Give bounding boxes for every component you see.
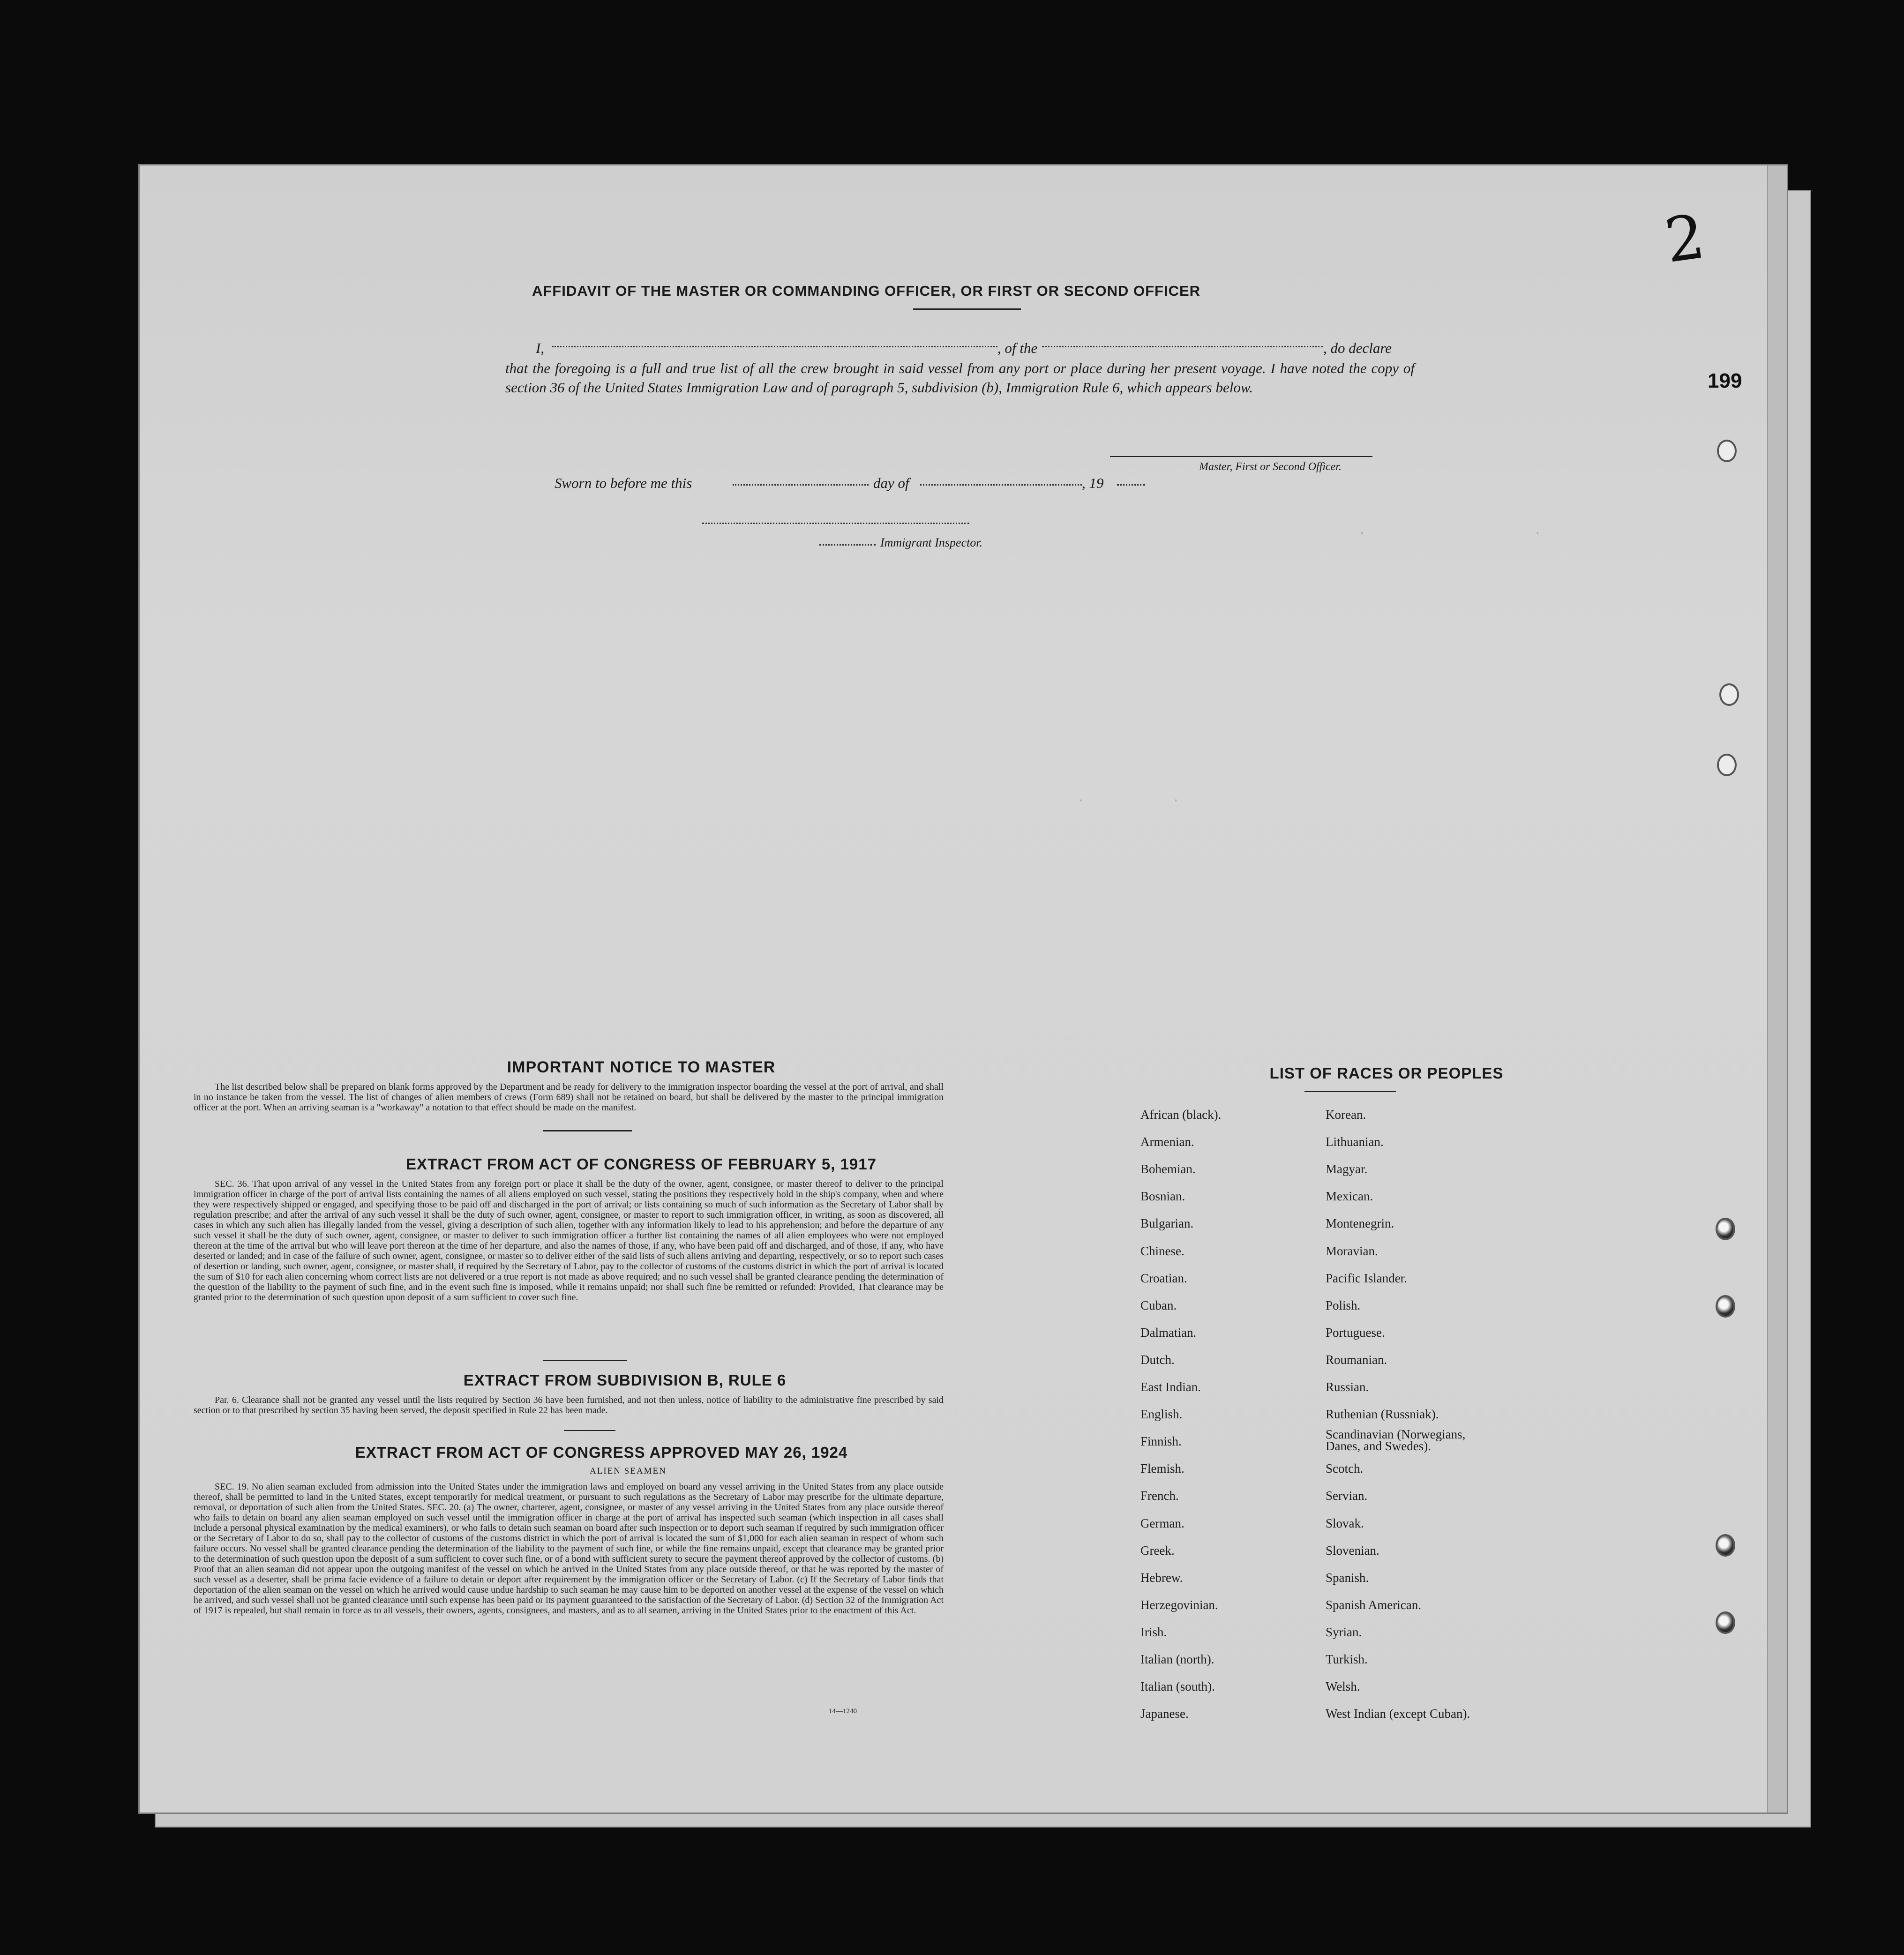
race-item: Portuguese.	[1326, 1325, 1385, 1340]
race-item: Scandinavian (Norwegians, Danes, and Swedes).	[1326, 1427, 1466, 1453]
race-item: Mexican.	[1326, 1189, 1373, 1204]
race-item: Roumanian.	[1326, 1352, 1387, 1367]
race-item: Herzegovinian.	[1140, 1597, 1218, 1612]
page-number: 199	[1708, 369, 1742, 392]
race-item: Turkish.	[1326, 1652, 1368, 1666]
affidavit-i-label: I,	[536, 340, 545, 356]
race-item: Bosnian.	[1140, 1189, 1185, 1204]
extract-rule6-title: EXTRACT FROM SUBDIVISION B, RULE 6	[463, 1371, 787, 1389]
binder-hole	[1716, 1534, 1735, 1557]
divider	[543, 1130, 632, 1131]
inspector-signature-blank[interactable]	[702, 523, 969, 524]
race-item: French.	[1140, 1489, 1179, 1503]
notice-text: The list described below shall be prepared on blank forms approved by the Department and be ready for delivery to the immigration inspector boarding the vessel at the port of arrival, and shall in no instance be taken from the vessel. The list of changes of alien members of crews (Form 689) shall not be retained on board, but shall be delivered by the master to the principal immigration officer at the port. When an arriving seaman is a "workaway" a notation to that effect should be made on the manifest.	[194, 1082, 944, 1113]
extract-1917-text: SEC. 36. That upon arrival of any vessel in the United States from any foreign port or place it shall be the duty of the owner, agent, consignee, or master thereof to deliver to the principal immigration officer in charge of the port of arrival lists containing the names of all aliens employed on such vessel, stating the positions they respectively hold in the ship's company, when and where they were respectively shipped or engaged, and specifying those to be paid off and discharged in the port of arrival; or lists containing so much of such information as the Secretary of Labor shall by regulation prescribe; and after the arrival of any such vessel it shall be the duty of such owner, agent, consignee, or master to report to such immigration officer, in writing, as soon as discovered, all cases in which any such alien has illegally landed from the vessel, giving a description of such alien, together with any information likely to lead to his apprehension; and before the departure of any such vessel it shall be the duty of such owner, agent, consignee, or master to deliver to such immigration officer a further list containing the names of all alien employees who were not employed thereon at the time of the arrival but who will leave port thereon at the time of her departure, and also the names of those, if any, who have been paid off and discharged, and of those, if any, who have deserted or landed; and in case of the failure of such owner, agent, consignee, or master so to deliver either of the said lists of such aliens arriving and departing, respectively, or so to report such cases of desertion or landing, such owner, agent, consignee, or master shall, if required by the Secretary of Labor, pay to the collector of customs of the customs district in which the port of arrival is located the sum of $10 for each alien concerning whom correct lists are not delivered or a true report is not made as above required; and no such vessel shall be granted clearance pending the determination of the question of the liability to the payment of such fine, and in the event such fine is imposed, while it remains unpaid; nor shall such fine be remitted or refunded: Provided, That clearance may be granted prior to the determination of such question upon deposit of a sum sufficient to cover such fine.	[194, 1179, 944, 1303]
race-item: East Indian.	[1140, 1380, 1201, 1394]
race-item: Syrian.	[1326, 1625, 1362, 1639]
race-item: Japanese.	[1140, 1707, 1189, 1721]
bleed-through-text: · ·	[1358, 526, 1542, 540]
race-item: Servian.	[1326, 1489, 1368, 1503]
race-item: Spanish American.	[1326, 1597, 1421, 1612]
affidavit-title: AFFIDAVIT OF THE MASTER OR COMMANDING OFFICER, OR FIRST OR SECOND OFFICER	[532, 283, 1201, 299]
extract-1924-text: SEC. 19. No alien seaman excluded from admission into the United States under the immigration laws and employed on board any vessel arriving in the United States from any place outside thereof, shall be permitted to land in the United States, except temporarily for medical treatment, or pursuant to such regulations as the Secretary of Labor may prescribe for the ultimate departure, removal, or deportation of such alien from the United States. SEC. 20. (a) The owner, charterer, agent, consignee, or master of any vessel arriving in the United States from any place outside thereof who fails to detain on board any alien seaman employed on such vessel until the immigration officer in charge at the port of arrival has inspected such seaman (which inspection in all cases shall include a personal physical examination by the medical examiners), or who fails to detain such seaman on board after such inspection or to deport such seaman if required by such immigration officer or the Secretary of Labor to do so, shall pay to the collector of customs of the customs district in which the port of arrival is located the sum of $1,000 for each alien seaman in respect of whom such failure occurs. No vessel shall be granted clearance pending the determination of the liability to the payment of such fine, or while the fine remains unpaid, except that clearance may be granted prior to the determination of such question upon the deposit of a sum sufficient to cover such fine, or of a bond with sufficient surety to secure the payment thereof approved by the collector of customs. (b) Proof that an alien seaman did not appear upon the outgoing manifest of the vessel on which he arrived in the United States from any place outside thereof, or that he was reported by the master of such vessel as a deserter, shall be prima facie evidence of a failure to detain or deport after requirement by the immigration officer or the Secretary of Labor. (c) If the Secretary of Labor finds that deportation of the alien seaman on the vessel on which he arrived would cause undue hardship to such seaman he may cause him to be deported on another vessel at the expense of the vessel on which he arrived, and such vessel shall not be granted clearance until such expense has been paid or its payment guaranteed to the satisfaction of the Secretary of Labor. (d) Section 32 of the Immigration Act of 1917 is repealed, but shall remain in force as to all vessels, their owners, agents, consignees, and masters, and as to all seamen, arriving in the United States prior to the enactment of this Act.	[194, 1482, 944, 1616]
affidavit-body: that the foregoing is a full and true list of all the crew brought in said vessel from any port or place during her present voyage. I have noted the copy of section 36 of the United States Immigration Law and of paragraph 5, subdivision (b), Immigration Rule 6, which appears below.	[505, 360, 1415, 396]
race-item: Flemish.	[1140, 1461, 1184, 1476]
race-item: Bohemian.	[1140, 1162, 1196, 1176]
race-item: Scotch.	[1326, 1461, 1364, 1476]
race-item: Montenegrin.	[1326, 1216, 1394, 1231]
inspector-label: Immigrant Inspector.	[880, 536, 983, 549]
race-item: Lithuanian.	[1326, 1135, 1384, 1149]
binder-hole	[1716, 1218, 1735, 1240]
race-item: Dalmatian.	[1140, 1325, 1197, 1340]
affidavit-of-the-label: , of the	[997, 340, 1038, 356]
race-item: Spanish.	[1326, 1570, 1369, 1585]
binder-hole	[1716, 1611, 1735, 1634]
binder-hole	[1717, 754, 1737, 776]
race-item: Greek.	[1140, 1543, 1175, 1558]
race-item: African (black).	[1140, 1108, 1222, 1122]
master-signature-label: Master, First or Second Officer.	[1199, 461, 1342, 473]
divider	[564, 1430, 615, 1431]
year-label: , 19	[1082, 475, 1104, 491]
extract-1924-subtitle: ALIEN SEAMEN	[590, 1466, 667, 1476]
divider	[543, 1360, 627, 1361]
race-item: German.	[1140, 1516, 1184, 1530]
race-item: Irish.	[1140, 1625, 1167, 1639]
name-blank[interactable]	[552, 346, 997, 347]
race-item: Slovak.	[1326, 1516, 1364, 1530]
extract-1917-title: EXTRACT FROM ACT OF CONGRESS OF FEBRUARY 5, 1917	[406, 1155, 877, 1173]
binder-hole	[1719, 683, 1739, 706]
document-page	[138, 164, 1788, 1814]
race-item: Italian (south).	[1140, 1679, 1215, 1694]
bleed-through-text: · ·	[1077, 794, 1180, 808]
year-blank[interactable]	[1117, 484, 1145, 486]
race-item: Magyar.	[1326, 1162, 1368, 1176]
race-item: Chinese.	[1140, 1243, 1184, 1258]
day-blank[interactable]	[733, 484, 869, 486]
race-item: Moravian.	[1326, 1243, 1378, 1258]
race-item: Pacific Islander.	[1326, 1271, 1407, 1285]
page-edge	[1767, 165, 1787, 1813]
race-item: Italian (north).	[1140, 1652, 1214, 1666]
race-item: Ruthenian (Russniak).	[1326, 1407, 1439, 1422]
day-of-label: day of	[873, 475, 909, 491]
handwritten-mark: 2	[1660, 200, 1709, 277]
divider	[913, 308, 1021, 310]
extract-1924-title: EXTRACT FROM ACT OF CONGRESS APPROVED MAY 26, 1924	[355, 1444, 848, 1461]
race-item: West Indian (except Cuban).	[1326, 1707, 1470, 1721]
races-title: LIST OF RACES OR PEOPLES	[1269, 1064, 1504, 1082]
race-item: Dutch.	[1140, 1352, 1175, 1367]
race-item: Cuban.	[1140, 1298, 1177, 1312]
race-item: Armenian.	[1140, 1135, 1194, 1149]
race-item: Bulgarian.	[1140, 1216, 1194, 1231]
divider	[1304, 1091, 1396, 1092]
race-item: Polish.	[1326, 1298, 1361, 1312]
race-item: Hebrew.	[1140, 1570, 1183, 1585]
race-item: Finnish.	[1140, 1434, 1182, 1449]
race-item: Welsh.	[1326, 1679, 1360, 1694]
race-item: English.	[1140, 1407, 1183, 1422]
vessel-blank[interactable]	[1042, 346, 1323, 347]
race-item: Croatian.	[1140, 1271, 1187, 1285]
race-item: Slovenian.	[1326, 1543, 1379, 1558]
race-item: Russian.	[1326, 1380, 1369, 1394]
race-item: Korean.	[1326, 1108, 1366, 1122]
binder-hole	[1717, 440, 1737, 462]
month-blank[interactable]	[920, 484, 1082, 486]
sworn-label: Sworn to before me this	[555, 475, 692, 491]
binder-hole	[1716, 1295, 1735, 1318]
affidavit-declare-label: , do declare	[1323, 340, 1392, 356]
notice-title: IMPORTANT NOTICE TO MASTER	[507, 1058, 776, 1076]
inspector-blank[interactable]	[819, 544, 876, 546]
extract-rule6-text: Par. 6. Clearance shall not be granted any vessel until the lists required by Section 36 have been furnished, and not then unless, notice of liability to the administrative fine prescribed by said section or to that prescribed by section 35 having been served, the deposit specified in Rule 22 has been made.	[194, 1395, 944, 1416]
signature-line	[1110, 456, 1372, 457]
form-number: 14—1240	[829, 1708, 857, 1715]
